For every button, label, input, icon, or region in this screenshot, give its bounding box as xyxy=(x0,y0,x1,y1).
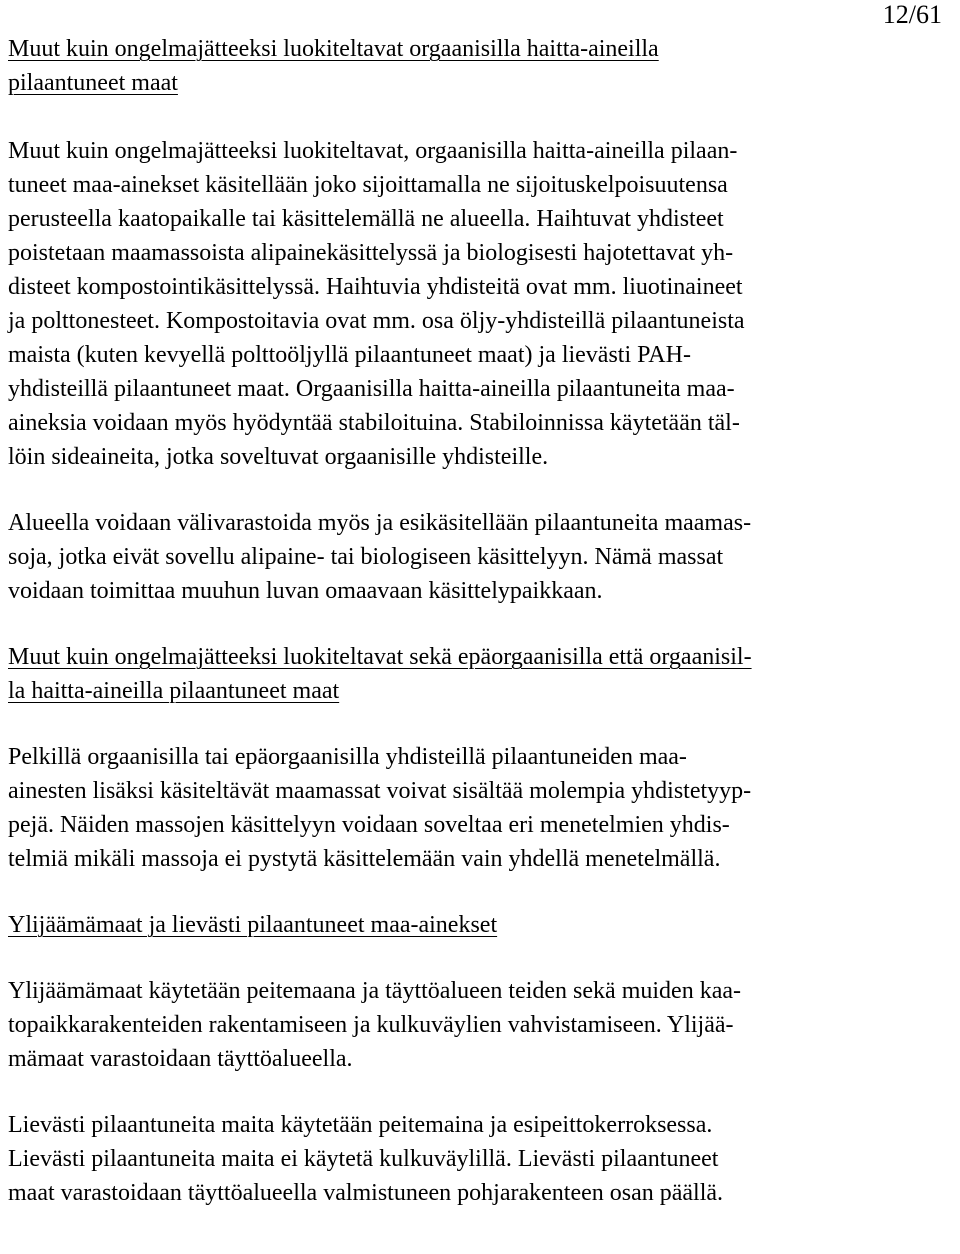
section-heading-organic xyxy=(8,32,952,100)
text-line: Ylijäämämaat käytetään peitemaana ja täyttöalueen teiden sekä muiden kaa- xyxy=(8,978,741,1004)
text-line: telmiä mikäli massoja ei pystytä käsittelemään vain yhdellä menetelmällä. xyxy=(8,846,721,872)
text-line: Lievästi pilaantuneita maita ei käytetä kulkuväylillä. Lievästi pilaantuneet xyxy=(8,1146,719,1172)
section-heading-mixed xyxy=(8,640,952,708)
text-line: pejä. Näiden massojen käsittelyyn voidaan soveltaa eri menetelmien yhdis- xyxy=(8,812,730,838)
paragraph-interim-storage xyxy=(8,506,952,608)
text-line: voidaan toimittaa muuhun luvan omaavaan käsittelypaikkaan. xyxy=(8,578,603,604)
text-line: Muut kuin ongelmajätteeksi luokiteltavat, orgaanisilla haitta-aineilla pilaan- xyxy=(8,138,738,164)
text-line: ja polttonesteet. Kompostoitavia ovat mm. osa öljy-yhdisteillä pilaantuneista xyxy=(8,308,745,334)
text-line: disteet kompostointikäsittelyssä. Haihtuvia yhdisteitä ovat mm. liuotinaineet xyxy=(8,274,743,300)
text-line: löin sideaineita, jotka soveltuvat orgaanisille yhdisteille. xyxy=(8,444,549,470)
paragraph-organic-treatment xyxy=(8,134,952,474)
paragraph-slightly-contaminated xyxy=(8,1108,952,1210)
text-line: soja, jotka eivät sovellu alipaine- tai biologiseen käsittelyyn. Nämä massat xyxy=(8,544,724,570)
text-line: aineksia voidaan myös hyödyntää stabiloituina. Stabiloinnissa käytetään täl- xyxy=(8,410,740,436)
page-number: 12/61 xyxy=(882,0,942,29)
text-line: yhdisteillä pilaantuneet maat. Orgaanisilla haitta-aineilla pilaantuneita maa- xyxy=(8,376,735,402)
document-body xyxy=(8,32,952,1210)
heading-line: Muut kuin ongelmajätteeksi luokiteltavat orgaanisilla haitta-aineilla xyxy=(8,36,659,62)
section-heading-surplus-soil xyxy=(8,908,952,942)
text-line: maat varastoidaan täyttöalueella valmistuneen pohjarakenteen osan päällä. xyxy=(8,1180,724,1206)
text-line: mämaat varastoidaan täyttöalueella. xyxy=(8,1046,353,1072)
text-line: tuneet maa-ainekset käsitellään joko sijoittamalla ne sijoituskelpoisuutensa xyxy=(8,172,728,198)
text-line: maista (kuten kevyellä polttoöljyllä pilaantuneet maat) ja lievästi PAH- xyxy=(8,342,691,368)
heading-line: Muut kuin ongelmajätteeksi luokiteltavat sekä epäorgaanisilla että orgaanisil- xyxy=(8,644,752,670)
text-line: topaikkarakenteiden rakentamiseen ja kulkuväylien vahvistamiseen. Ylijää- xyxy=(8,1012,734,1038)
paragraph-surplus-soil-use xyxy=(8,974,952,1076)
heading-line: la haitta-aineilla pilaantuneet maat xyxy=(8,678,340,704)
paragraph-mixed-treatment xyxy=(8,740,952,876)
heading-line: Ylijäämämaat ja lievästi pilaantuneet maa-ainekset xyxy=(8,912,498,938)
text-line: Pelkillä orgaanisilla tai epäorgaanisilla yhdisteillä pilaantuneiden maa- xyxy=(8,744,687,770)
text-line: Alueella voidaan välivarastoida myös ja esikäsitellään pilaantuneita maamas- xyxy=(8,510,752,536)
text-line: perusteella kaatopaikalle tai käsittelemällä ne alueella. Haihtuvat yhdisteet xyxy=(8,206,724,232)
text-line: Lievästi pilaantuneita maita käytetään peitemaina ja esipeittokerroksessa. xyxy=(8,1112,713,1138)
text-line: ainesten lisäksi käsiteltävät maamassat voivat sisältää molempia yhdistetyyp- xyxy=(8,778,752,804)
heading-line: pilaantuneet maat xyxy=(8,70,178,96)
text-line: poistetaan maamassoista alipainekäsittelyssä ja biologisesti hajotettavat yh- xyxy=(8,240,734,266)
